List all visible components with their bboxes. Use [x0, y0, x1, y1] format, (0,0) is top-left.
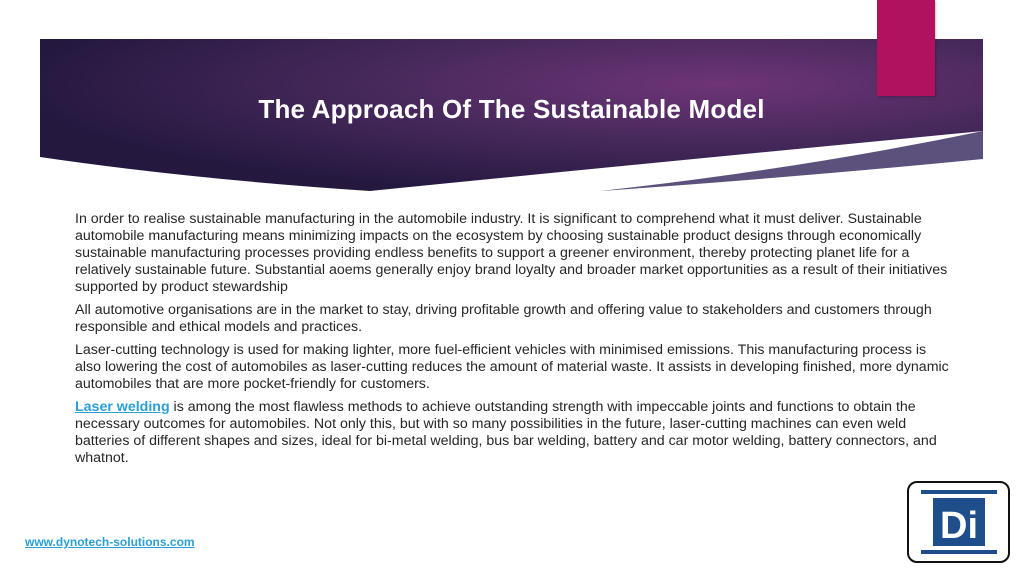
- accent-bar: [877, 0, 935, 96]
- slide-body: [75, 211, 955, 473]
- slide-title: The Approach Of The Sustainable Model: [258, 94, 765, 124]
- paragraph-4: [75, 399, 955, 467]
- website-link[interactable]: www.dynotech-solutions.com: [25, 535, 195, 549]
- company-logo: [907, 481, 1010, 563]
- paragraph-4-text: is among the most flawless methods to achieve outstanding strength with impeccable joints and functions to obtain the necessary outcomes for automobiles. Not only this, but with so many possibilities in the future, laser-cutting machines can even weld batteries of different shapes and sizes, ideal for bi-metal welding, bus bar welding, battery and car motor welding, battery connectors, and whatnot.: [75, 399, 937, 466]
- paragraph-1: In order to realise sustainable manufacturing in the automobile industry. It is significant to comprehend what it must deliver. Sustainable automobile manufacturing means minimizing impacts on the ecosystem by choosing sustainable product designs through economically sustainable manufacturing processes providing endless benefits to support a greener environment, thereby protecting planet life for a relatively sustainable future. Substantial aoems generally enjoy brand loyalty and broader market opportunities as a result of their initiatives supported by product stewardship: [75, 211, 948, 295]
- dynotech-logo-icon: [915, 488, 1003, 556]
- paragraph-3: Laser-cutting technology is used for making lighter, more fuel-efficient vehicles with minimised emissions. This manufacturing process is also lowering the cost of automobiles as laser-cutting reduces the amount of material waste. It assists in developing finished, more dynamic automobiles that are more pocket-friendly for customers.: [75, 342, 949, 392]
- laser-welding-link[interactable]: Laser welding: [75, 399, 170, 415]
- paragraph-2: All automotive organisations are in the market to stay, driving profitable growth and offering value to stakeholders and customers through responsible and ethical models and practices.: [75, 302, 932, 335]
- logo-text: Di: [939, 505, 978, 547]
